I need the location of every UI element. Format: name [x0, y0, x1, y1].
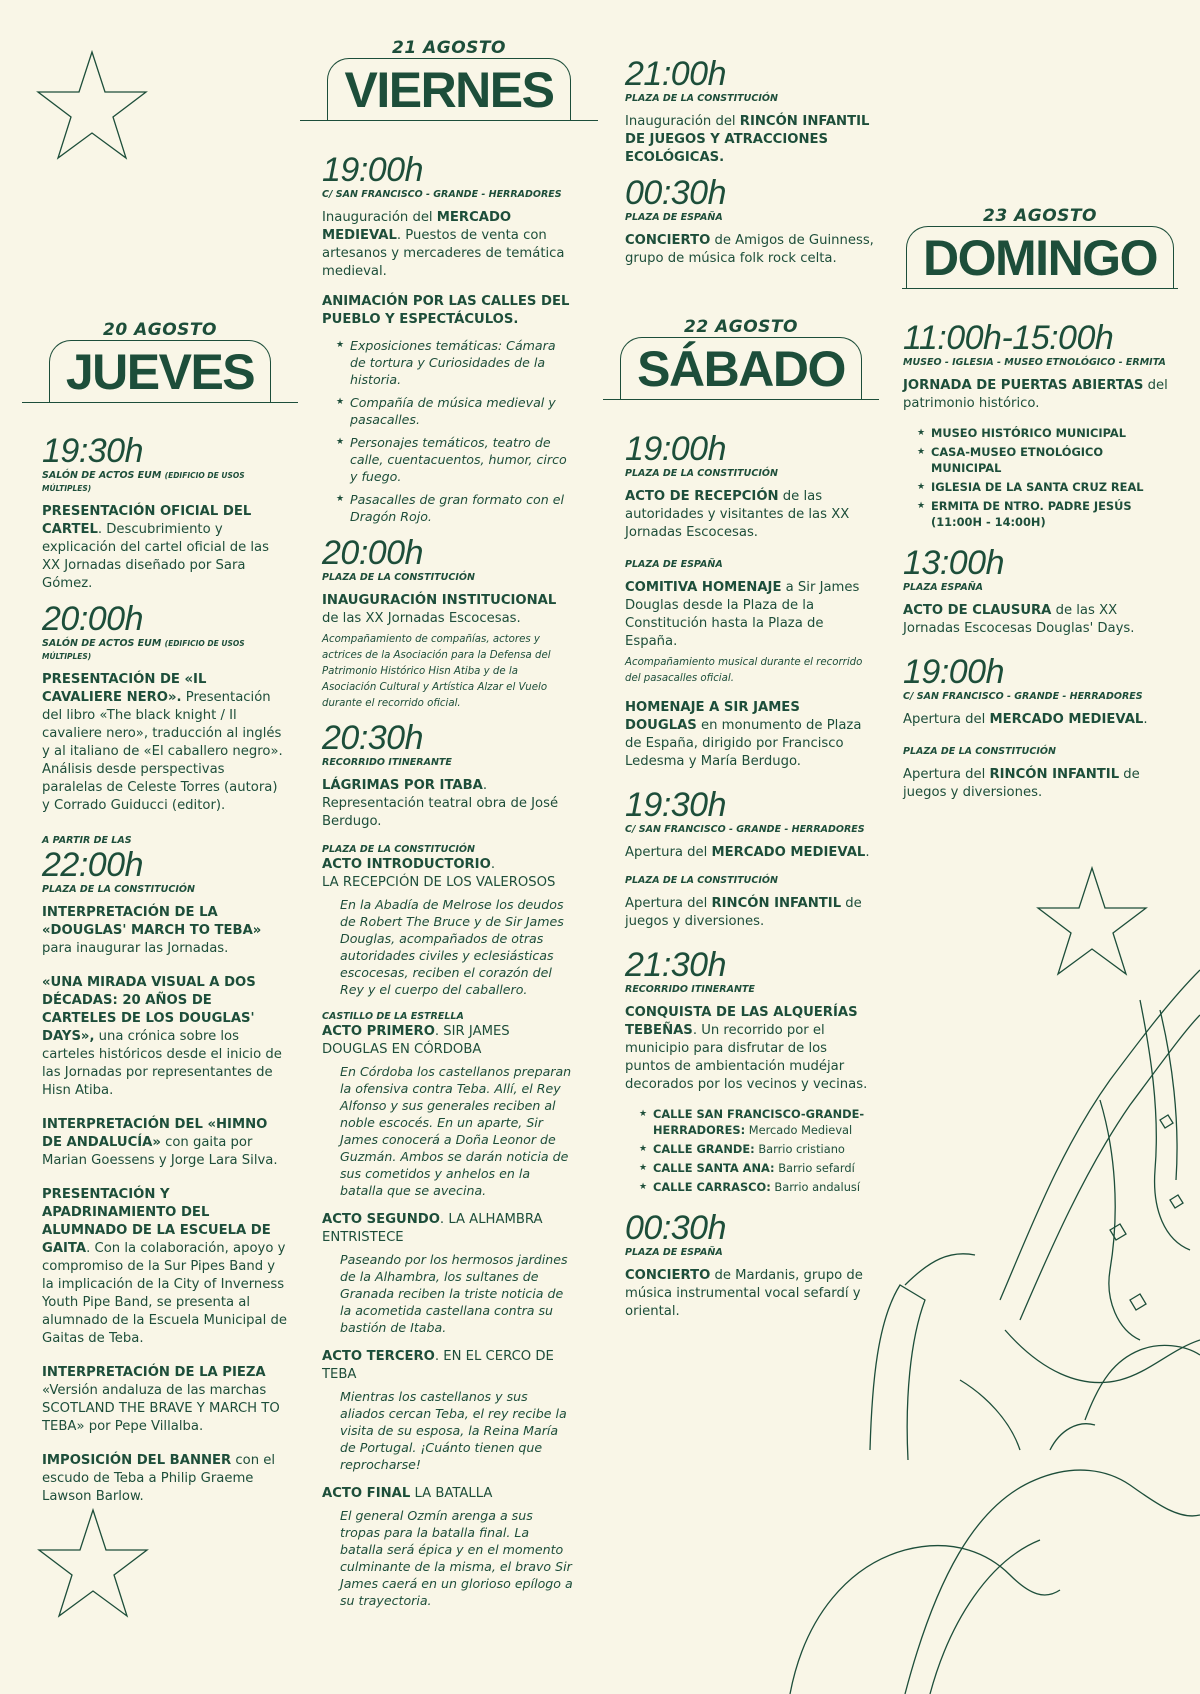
event-note: Acompañamiento de compañías, actores y actrices de la Asociación para la Defensa del Patrimonio Histórico Hisn Atiba y de la Asociación Cultural y Artística Alzar el Vuelo durante el recorrido oficial.: [322, 634, 551, 709]
event-place: PLAZA DE LA CONSTITUCIÓN: [903, 746, 1056, 757]
event-description: Apertura del MERCADO MEDIEVAL.: [903, 712, 1148, 727]
act-description: En Córdoba los castellanos preparan la ofensiva contra Teba. Allí, el Rey Alfonso y sus generales reciben al noble escocés. En un aparte, Sir James conocerá a Doña Leonor de Guzmán. Ambos se darán noticia de sus cometidos y anhelos en la batalla que se avecina.: [340, 1064, 572, 1198]
day-name: VIERNES: [327, 58, 570, 121]
event-time: 00:30h: [625, 1209, 726, 1247]
event-time: 11:00h-15:00h: [903, 319, 1114, 357]
event-place: SALÓN DE ACTOS EUM (EDIFICIO DE USOS MÚLTIPLES): [42, 470, 245, 493]
event-block: [625, 175, 880, 268]
day-name: JUEVES: [49, 340, 271, 403]
day-header-viernes: [300, 38, 598, 121]
list-item: ★ CALLE SANTA ANA: Barrio sefardí: [639, 1160, 875, 1176]
event-time: 19:30h: [625, 786, 726, 824]
list-item: ★ CALLE CARRASCO: Barrio andalusí: [639, 1179, 875, 1195]
event-block: [625, 431, 875, 771]
event-time: 19:00h: [625, 430, 726, 468]
event-time: 20:00h: [322, 534, 423, 572]
event-block: [903, 545, 1168, 638]
event-place: PLAZA DE ESPAÑA: [625, 1247, 723, 1258]
event-place: PLAZA DE LA CONSTITUCIÓN: [625, 875, 778, 886]
event-description: ACTO DE CLAUSURA de las XX Jornadas Escocesas Douglas' Days.: [903, 603, 1135, 636]
event-place: C/ SAN FRANCISCO - GRANDE - HERRADORES: [625, 824, 865, 835]
act-description: Paseando por los hermosos jardines de la Alhambra, los sultanes de Granada reciben la triste noticia de la acometida castellana contra su bastión de Itaba.: [340, 1252, 568, 1335]
event-description: PRESENTACIÓN DE «IL CAVALIERE NERO». Presentación del libro «The black knight / Il cavaliere nero», traducción al inglés y al italiano de «El caballero negro». Análisis desde perspectivas paralelas de Celeste Torres (autora) y Corrado Guiducci (editor).: [42, 672, 283, 813]
event-description: Apertura del MERCADO MEDIEVAL.: [625, 845, 870, 860]
event-place: PLAZA DE LA CONSTITUCIÓN: [42, 884, 195, 895]
event-block: [625, 787, 875, 931]
event-time: 19:00h: [322, 151, 423, 189]
event-description: HOMENAJE A SIR JAMES DOUGLAS en monumento de Plaza de España, dirigido por Francisco Ledesma y María Berdugo.: [625, 700, 862, 769]
event-place: C/ SAN FRANCISCO - GRANDE - HERRADORES: [322, 189, 562, 200]
event-description: CONCIERTO de Mardanis, grupo de música instrumental vocal sefardí y oriental.: [625, 1268, 863, 1319]
event-description: Inauguración del RINCÓN INFANTIL DE JUEGOS Y ATRACCIONES ECOLÓGICAS.: [625, 114, 870, 165]
list-item: ★ MUSEO HISTÓRICO MUNICIPAL: [917, 425, 1168, 441]
event-description: Apertura del RINCÓN INFANTIL de juegos y diversiones.: [903, 767, 1140, 800]
list-item: ★ CASA-MUSEO ETNOLÓGICO MUNICIPAL: [917, 444, 1168, 476]
event-description: IMPOSICIÓN DEL BANNER con el escudo de Teba a Philip Graeme Lawson Barlow.: [42, 1453, 276, 1504]
event-description: INTERPRETACIÓN DE LA PIEZA «Versión andaluza de las marchas SCOTLAND THE BRAVE Y MARCH TO TEBA» por Pepe Villalba.: [42, 1365, 280, 1434]
event-description: «UNA MIRADA VISUAL A DOS DÉCADAS: 20 AÑOS DE CARTELES DE LOS DOUGLAS' DAYS», una crónica sobre los carteles históricos desde el inicio de las Jornadas por representantes de Hisn Atiba.: [42, 975, 282, 1098]
event-block: [625, 56, 880, 167]
event-block: [322, 535, 574, 712]
list-item: ★ Personajes temáticos, teatro de calle, cuentacuentos, humor, circo y fuego.: [336, 434, 574, 485]
event-place: PLAZA DE LA CONSTITUCIÓN: [625, 468, 778, 479]
event-block: [42, 433, 287, 593]
column-jueves: [42, 433, 287, 1506]
day-date: 22 AGOSTO: [684, 317, 798, 337]
activity-list: [322, 337, 574, 525]
event-block: [322, 152, 574, 525]
event-block: [903, 320, 1168, 530]
day-date: 23 AGOSTO: [983, 206, 1097, 226]
event-description: ACTO DE RECEPCIÓN de las autoridades y visitantes de las XX Jornadas Escocesas.: [625, 489, 850, 540]
event-description: INAUGURACIÓN INSTITUCIONAL de las XX Jornadas Escocesas.: [322, 593, 557, 626]
event-place: CASTILLO DE LA ESTRELLA: [322, 1011, 464, 1022]
event-pre-label: A PARTIR DE LAS: [42, 835, 132, 846]
event-place: MUSEO - IGLESIA - MUSEO ETNOLÓGICO - ERMITA: [903, 357, 1166, 368]
event-block: [42, 835, 287, 1506]
event-time: 19:00h: [903, 653, 1004, 691]
list-item: ★ ERMITA DE NTRO. PADRE JESÚS (11:00H - 14:00H): [917, 498, 1168, 530]
event-place: PLAZA DE ESPAÑA: [625, 212, 723, 223]
column-sabado: [625, 431, 875, 1321]
street-list: [625, 1106, 875, 1195]
event-time: 00:30h: [625, 174, 726, 212]
column-viernes-continued: [625, 56, 880, 268]
event-description: CONCIERTO de Amigos de Guinness, grupo de música folk rock celta.: [625, 233, 874, 266]
day-date: 20 AGOSTO: [103, 320, 217, 340]
event-place: PLAZA DE LA CONSTITUCIÓN: [322, 844, 475, 855]
event-time: 20:30h: [322, 719, 423, 757]
act-title: ACTO TERCERO. EN EL CERCO DE TEBA: [322, 1349, 554, 1382]
event-block: [322, 720, 574, 1609]
event-description: PRESENTACIÓN OFICIAL DEL CARTEL. Descubrimiento y explicación del cartel oficial de las XX Jornadas diseñado por Sara Gómez.: [42, 504, 270, 591]
list-item: ★ IGLESIA DE LA SANTA CRUZ REAL: [917, 479, 1168, 495]
day-header-jueves: [22, 320, 298, 403]
event-place: PLAZA ESPAÑA: [903, 582, 983, 593]
day-date: 21 AGOSTO: [392, 38, 506, 58]
heritage-list: [903, 425, 1168, 530]
event-time: 21:30h: [625, 946, 726, 984]
day-header-domingo: [902, 206, 1178, 289]
event-block: [625, 1210, 875, 1321]
act-description: Mientras los castellanos y sus aliados cercan Teba, el rey recibe la visita de su esposa, la Reina María de Portugal. ¡Cuánto tienen que reprocharse!: [340, 1389, 567, 1472]
list-item: ★ CALLE GRANDE: Barrio cristiano: [639, 1141, 875, 1157]
act-description: En la Abadía de Melrose los deudos de Robert The Bruce y de Sir James Douglas, acompañados de otras autoridades civiles y eclesiásticas escocesas, reciben el corazón del Rey y el cuerpo del caballero.: [340, 897, 564, 997]
event-description: INTERPRETACIÓN DE LA «DOUGLAS' MARCH TO TEBA» para inaugurar las Jornadas.: [42, 905, 262, 956]
column-domingo: [903, 320, 1168, 802]
event-description: CONQUISTA DE LAS ALQUERÍAS TEBEÑAS. Un recorrido por el municipio para disfrutar de los puntos de ambientación mudéjar decorados por los vecinos y vecinas.: [625, 1005, 868, 1092]
day-name: SÁBADO: [620, 337, 862, 400]
event-time: 19:30h: [42, 432, 143, 470]
star-outline-icon: [38, 52, 146, 158]
event-description: INTERPRETACIÓN DEL «HIMNO DE ANDALUCÍA» con gaita por Marian Goessens y Jorge Lara Silva.: [42, 1117, 278, 1168]
event-note: Acompañamiento musical durante el recorrido del pasacalles oficial.: [625, 657, 863, 684]
event-description: JORNADA DE PUERTAS ABIERTAS del patrimonio histórico.: [903, 378, 1168, 411]
event-time: 21:00h: [625, 55, 726, 93]
event-place: RECORRIDO ITINERANTE: [322, 757, 452, 768]
act-title: ACTO SEGUNDO. LA ALHAMBRA ENTRISTECE: [322, 1212, 543, 1245]
day-header-sabado: [603, 317, 879, 400]
day-name: DOMINGO: [906, 226, 1174, 289]
act-description: El general Ozmín arenga a sus tropas para la batalla final. La batalla será épica y en el momento culminante de la misma, el bravo Sir James caerá en un glorioso epílogo a su trayectoria.: [340, 1508, 573, 1608]
act-title: ACTO INTRODUCTORIO. LA RECEPCIÓN DE LOS VALEROSOS: [322, 857, 556, 890]
event-time: 20:00h: [42, 600, 143, 638]
list-item: ★ Pasacalles de gran formato con el Dragón Rojo.: [336, 491, 574, 525]
event-block: [903, 654, 1168, 802]
event-place: RECORRIDO ITINERANTE: [625, 984, 755, 995]
column-viernes: [322, 152, 574, 1609]
event-place: PLAZA DE LA CONSTITUCIÓN: [322, 572, 475, 583]
list-item: ★ Compañía de música medieval y pasacalles.: [336, 394, 574, 428]
event-block: [42, 601, 287, 815]
act-title: ACTO PRIMERO. SIR JAMES DOUGLAS EN CÓRDOBA: [322, 1024, 510, 1057]
event-time: 22:00h: [42, 846, 143, 884]
event-description: Apertura del RINCÓN INFANTIL de juegos y diversiones.: [625, 896, 862, 929]
event-place: PLAZA DE ESPAÑA: [625, 559, 723, 570]
act-title: ACTO FINAL LA BATALLA: [322, 1486, 493, 1501]
event-description: PRESENTACIÓN Y APADRINAMIENTO DEL ALUMNADO DE LA ESCUELA DE GAITA. Con la colaboración, apoyo y compromiso de la Sur Pipes Band y la implicación de la City of Inverness Youth Pipe Band, se presenta al alumnado de la Escuela Municipal de Gaitas de Teba.: [42, 1187, 287, 1346]
star-outline-icon: [39, 1510, 147, 1616]
event-description: LÁGRIMAS POR ITABA. Representación teatral obra de José Berdugo.: [322, 778, 559, 829]
event-time: 13:00h: [903, 544, 1004, 582]
event-place: SALÓN DE ACTOS EUM (EDIFICIO DE USOS MÚLTIPLES): [42, 638, 245, 661]
list-item: ★ CALLE SAN FRANCISCO-GRANDE-HERRADORES: Mercado Medieval: [639, 1106, 875, 1138]
star-outline-icon: [1038, 868, 1146, 974]
event-place: PLAZA DE LA CONSTITUCIÓN: [625, 93, 778, 104]
event-description: COMITIVA HOMENAJE a Sir James Douglas desde la Plaza de la Constitución hasta la Plaza de España.: [625, 580, 860, 649]
event-block: [625, 947, 875, 1195]
event-description: ANIMACIÓN POR LAS CALLES DEL PUEBLO Y ESPECTÁCULOS.: [322, 294, 570, 327]
event-place: C/ SAN FRANCISCO - GRANDE - HERRADORES: [903, 691, 1143, 702]
event-description: Inauguración del MERCADO MEDIEVAL. Puestos de venta con artesanos y mercaderes de temática medieval.: [322, 210, 565, 279]
list-item: ★ Exposiciones temáticas: Cámara de tortura y Curiosidades de la historia.: [336, 337, 574, 388]
